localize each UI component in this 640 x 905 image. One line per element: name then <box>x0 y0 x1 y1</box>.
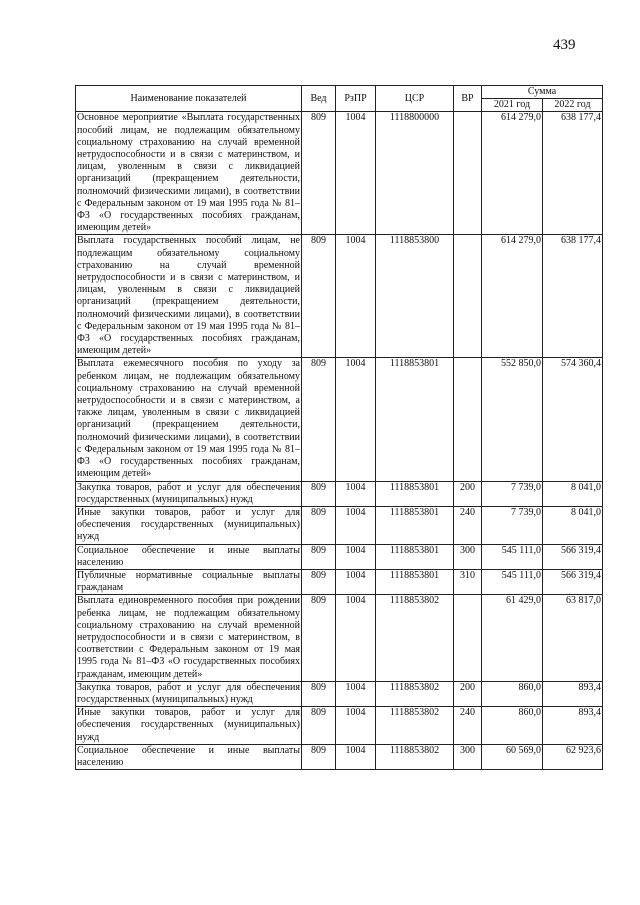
cell-vr <box>454 595 482 681</box>
cell-csr: 1118853802 <box>376 595 454 681</box>
cell-ved: 809 <box>302 707 336 745</box>
cell-ved: 809 <box>302 481 336 506</box>
cell-2022: 8 041,0 <box>543 506 603 544</box>
cell-2021: 545 111,0 <box>482 569 543 594</box>
cell-vr <box>454 235 482 358</box>
cell-2022: 63 817,0 <box>543 595 603 681</box>
table-row <box>76 681 603 706</box>
cell-ved: 809 <box>302 544 336 569</box>
cell-rzpr: 1004 <box>336 358 376 481</box>
table-header <box>76 86 603 112</box>
cell-rzpr: 1004 <box>336 744 376 769</box>
cell-2022: 62 923,6 <box>543 744 603 769</box>
table-row <box>76 569 603 594</box>
cell-rzpr: 1004 <box>336 569 376 594</box>
header-name: Наименование показателей <box>76 86 302 112</box>
cell-2022: 893,4 <box>543 681 603 706</box>
cell-rzpr: 1004 <box>336 506 376 544</box>
cell-csr: 1118853801 <box>376 569 454 594</box>
cell-ved: 809 <box>302 569 336 594</box>
header-vr: ВР <box>454 86 482 112</box>
page-number: 439 <box>553 37 576 53</box>
table-row <box>76 595 603 681</box>
cell-rzpr: 1004 <box>336 235 376 358</box>
cell-rzpr: 1004 <box>336 112 376 235</box>
cell-vr: 200 <box>454 681 482 706</box>
cell-ved: 809 <box>302 112 336 235</box>
cell-2021: 552 850,0 <box>482 358 543 481</box>
cell-2022: 638 177,4 <box>543 112 603 235</box>
cell-2022: 638 177,4 <box>543 235 603 358</box>
cell-vr: 200 <box>454 481 482 506</box>
cell-2022: 893,4 <box>543 707 603 745</box>
cell-2021: 61 429,0 <box>482 595 543 681</box>
cell-ved: 809 <box>302 506 336 544</box>
header-ved: Вед <box>302 86 336 112</box>
cell-vr <box>454 358 482 481</box>
cell-rzpr: 1004 <box>336 544 376 569</box>
cell-rzpr: 1004 <box>336 595 376 681</box>
cell-csr: 1118853802 <box>376 681 454 706</box>
cell-ved: 809 <box>302 235 336 358</box>
table-row <box>76 112 603 235</box>
table-row <box>76 235 603 358</box>
table-row <box>76 506 603 544</box>
cell-rzpr: 1004 <box>336 707 376 745</box>
cell-csr: 1118800000 <box>376 112 454 235</box>
cell-csr: 1118853801 <box>376 544 454 569</box>
table-row <box>76 358 603 481</box>
cell-2021: 860,0 <box>482 681 543 706</box>
header-year-2022: 2022 год <box>543 99 603 112</box>
cell-rzpr: 1004 <box>336 481 376 506</box>
table-row <box>76 544 603 569</box>
header-sum: Сумма <box>482 86 603 99</box>
cell-2022: 566 319,4 <box>543 569 603 594</box>
cell-ved: 809 <box>302 744 336 769</box>
table-row <box>76 707 603 745</box>
cell-2021: 545 111,0 <box>482 544 543 569</box>
cell-rzpr: 1004 <box>336 681 376 706</box>
cell-2021: 614 279,0 <box>482 235 543 358</box>
header-csr: ЦСР <box>376 86 454 112</box>
header-rzpr: РзПР <box>336 86 376 112</box>
cell-name: Социальное обеспечение и иные выплаты населению <box>77 544 300 568</box>
cell-name: Иные закупки товаров, работ и услуг для обеспечения государственных (муниципальных) нужд <box>77 506 300 543</box>
cell-csr: 1118853801 <box>376 358 454 481</box>
table-row <box>76 744 603 769</box>
cell-csr: 1118853802 <box>376 707 454 745</box>
cell-name: Закупка товаров, работ и услуг для обеспечения государственных (муниципальных) нужд <box>77 481 300 505</box>
cell-ved: 809 <box>302 358 336 481</box>
cell-2021: 7 739,0 <box>482 481 543 506</box>
cell-name: Основное мероприятие «Выплата государственных пособий лицам, не подлежащим обязательному социальному страхованию на случай временной нетрудоспособности и в связи с материнством, и лицам, уволенным в связи с ликвидацией организаций (прекращением деятельности, полномочий физическими лицами), в соответствии с Федеральным законом от 19 мая 1995 года № 81–ФЗ «О государственных пособиях гражданам, имеющим детей» <box>77 112 300 234</box>
budget-table <box>75 85 603 770</box>
cell-csr: 1118853802 <box>376 744 454 769</box>
cell-2022: 574 360,4 <box>543 358 603 481</box>
cell-csr: 1118853800 <box>376 235 454 358</box>
cell-vr <box>454 112 482 235</box>
cell-2021: 614 279,0 <box>482 112 543 235</box>
table-body <box>76 112 603 770</box>
cell-vr: 300 <box>454 544 482 569</box>
cell-2021: 7 739,0 <box>482 506 543 544</box>
cell-2022: 566 319,4 <box>543 544 603 569</box>
cell-name: Выплата государственных пособий лицам, не подлежащим обязательному социальному страхованию на случай временной нетрудоспособности и в связи с материнством, и лицам, уволенным в связи с ликвидацией организаций (прекращением деятельности, полномочий физическими лицами), в соответствии с Федеральным законом от 19 мая 1995 года № 81–ФЗ «О государственных пособиях гражданам, имеющим детей» <box>77 235 300 357</box>
cell-ved: 809 <box>302 595 336 681</box>
cell-vr: 310 <box>454 569 482 594</box>
cell-csr: 1118853801 <box>376 481 454 506</box>
cell-vr: 240 <box>454 707 482 745</box>
cell-name: Социальное обеспечение и иные выплаты населению <box>77 744 300 768</box>
cell-vr: 300 <box>454 744 482 769</box>
cell-2021: 860,0 <box>482 707 543 745</box>
cell-ved: 809 <box>302 681 336 706</box>
table-row <box>76 481 603 506</box>
cell-vr: 240 <box>454 506 482 544</box>
cell-name: Публичные нормативные социальные выплаты гражданам <box>77 569 300 594</box>
cell-name: Закупка товаров, работ и услуг для обеспечения государственных (муниципальных) нужд <box>77 681 300 705</box>
cell-2022: 8 041,0 <box>543 481 603 506</box>
cell-2021: 60 569,0 <box>482 744 543 769</box>
cell-name: Иные закупки товаров, работ и услуг для обеспечения государственных (муниципальных) нужд <box>77 707 300 743</box>
cell-csr: 1118853801 <box>376 506 454 544</box>
cell-name: Выплата единовременного пособия при рождении ребенка лицам, не подлежащим обязательному социальному страхованию на случай временной нетрудоспособности и в связи с материнством, в соответствии с Федеральным законом от 19 мая 1995 года № 81–ФЗ «О государственных пособиях гражданам, имеющим детей» <box>77 595 300 680</box>
cell-name: Выплата ежемесячного пособия по уходу за ребенком лицам, не подлежащим обязательному социальному страхованию на случай временной нетрудоспособности и в связи с материнством, а также лицам, уволенным в связи с ликвидацией организаций (прекращением деятельности, полномочий физическими лицами), в соответствии с Федеральным законом от 19 мая 1995 года № 81–ФЗ «О государственных пособиях гражданам, имеющим детей» <box>77 358 300 480</box>
header-year-2021: 2021 год <box>482 99 543 112</box>
